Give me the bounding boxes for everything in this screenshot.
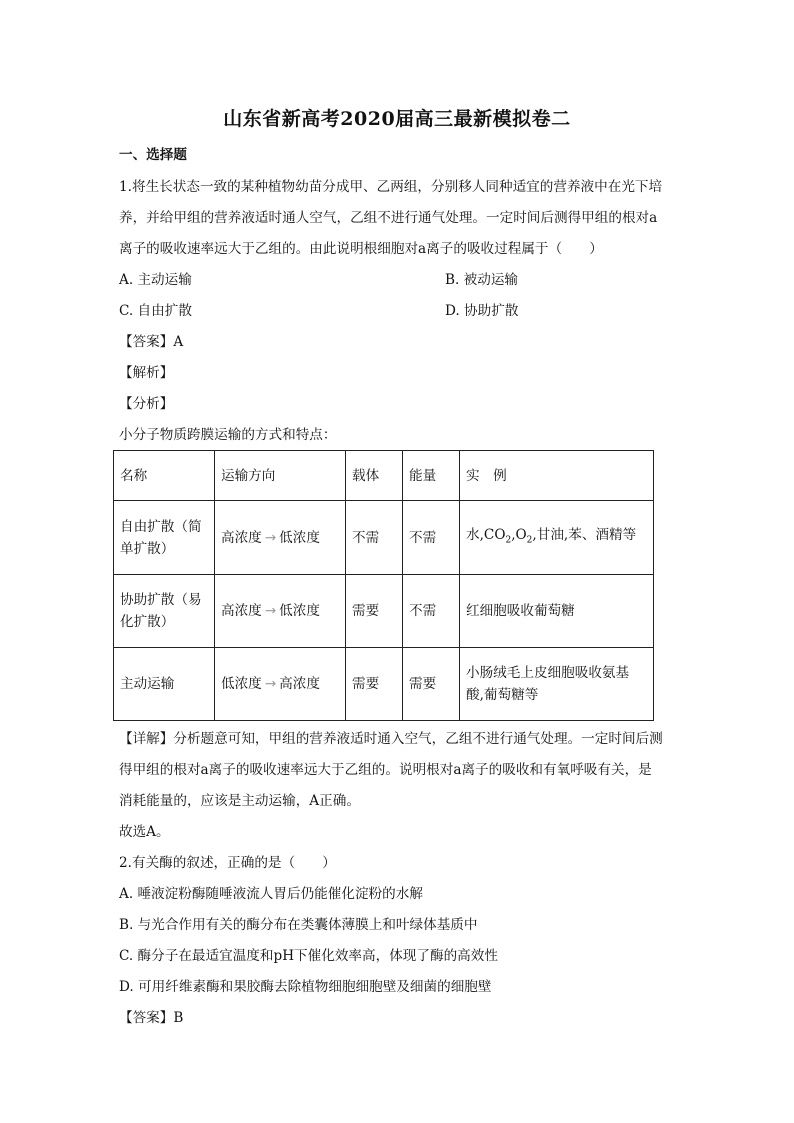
- direction-to: 高浓度: [279, 676, 320, 692]
- example-part: ,甘油,苯、酒精等: [532, 526, 637, 543]
- q1-detail-line-1: 【详解】分析题意可知，甲组的营养液适时通入空气，乙组不进行通气处理。一定时间后测: [119, 731, 663, 747]
- q2-option-c: C. 酶分子在最适宜温度和pH下催化效率高，体现了酶的高效性: [119, 948, 498, 964]
- section-heading: 一、选择题: [119, 147, 187, 163]
- direction-to: 低浓度: [279, 529, 320, 546]
- q2-answer: 【答案】B: [119, 1010, 184, 1026]
- cell-carrier: 需要: [346, 575, 403, 648]
- cell-example: [460, 501, 654, 575]
- arrow-right-icon: →: [264, 676, 277, 692]
- q1-detail-line-3: 消耗能量的，应该是主动运输，A正确。: [119, 793, 360, 809]
- cell-name: 主动运输: [114, 648, 215, 721]
- q2-option-b: B. 与光合作用有关的酶分布在类囊体薄膜上和叶绿体基质中: [119, 917, 478, 933]
- cell-example: 小肠绒毛上皮细胞吸收氨基酸,葡萄糖等: [460, 648, 654, 721]
- q1-stem-line-1: 1.将生长状态一致的某种植物幼苗分成甲、乙两组，分别移人同种适宜的营养液中在光下培: [119, 179, 663, 195]
- arrow-right-icon: →: [264, 529, 277, 546]
- q1-conclusion: 故选A。: [119, 824, 170, 840]
- example-part: ,O: [511, 526, 527, 543]
- direction-from: 高浓度: [221, 603, 262, 619]
- example-part: 水,CO: [466, 526, 506, 543]
- q1-stem-line-2: 养，并给甲组的营养液适时通人空气，乙组不进行通气处理。一定时间后测得甲组的根对a: [119, 210, 658, 226]
- q1-option-c: C. 自由扩散: [119, 303, 192, 319]
- cell-name: 协助扩散（易化扩散）: [114, 575, 215, 648]
- table-intro: 小分子物质跨膜运输的方式和特点：: [119, 427, 337, 443]
- cell-direction: [215, 648, 346, 721]
- header-name: 名称: [114, 451, 215, 501]
- cell-carrier: 需要: [346, 648, 403, 721]
- page-title: 山东省新高考2020届高三最新模拟卷二: [223, 108, 571, 130]
- table-row: [114, 501, 654, 575]
- direction-from: 低浓度: [221, 676, 262, 692]
- subscript: 2: [526, 535, 533, 546]
- q1-answer: 【答案】A: [119, 334, 184, 350]
- arrow-right-icon: →: [264, 603, 277, 619]
- table-row: [114, 648, 654, 721]
- header-energy: 能量: [403, 451, 460, 501]
- cell-carrier: 不需: [346, 501, 403, 575]
- q1-fenxi-label: 【分析】: [119, 396, 174, 412]
- cell-energy: 不需: [403, 501, 460, 575]
- q2-option-a: A. 唾液淀粉酶随唾液流人胃后仍能催化淀粉的水解: [119, 886, 423, 902]
- cell-example: 红细胞吸收葡萄糖: [460, 575, 654, 648]
- direction-from: 高浓度: [221, 529, 262, 546]
- q2-stem: 2.有关酶的叙述，正确的是（ ）: [119, 855, 336, 871]
- q2-option-d: D. 可用纤维素酶和果胶酶去除植物细胞细胞壁及细菌的细胞壁: [119, 979, 492, 995]
- transport-table: [113, 450, 654, 721]
- header-direction: 运输方向: [215, 451, 346, 501]
- direction-to: 低浓度: [279, 603, 320, 619]
- q1-detail-line-2: 得甲组的根对a离子的吸收速率远大于乙组的。说明根对a离子的吸收和有氧呼吸有关，是: [119, 762, 652, 778]
- q1-analysis-label: 【解析】: [119, 365, 174, 381]
- q1-option-a: A. 主动运输: [119, 272, 192, 288]
- subscript: 2: [505, 535, 512, 546]
- cell-name: 自由扩散（简单扩散）: [114, 501, 215, 575]
- cell-direction: [215, 575, 346, 648]
- q1-option-b: B. 被动运输: [445, 272, 519, 288]
- header-carrier: 载体: [346, 451, 403, 501]
- cell-energy: 不需: [403, 575, 460, 648]
- cell-energy: 需要: [403, 648, 460, 721]
- q1-stem-line-3: 离子的吸收速率远大于乙组的。由此说明根细胞对a离子的吸收过程属于（ ）: [119, 241, 603, 257]
- table-row: [114, 575, 654, 648]
- q1-option-d: D. 协助扩散: [445, 303, 519, 319]
- cell-direction: [215, 501, 346, 575]
- header-example: 实 例: [460, 451, 654, 501]
- table-header-row: [114, 451, 654, 501]
